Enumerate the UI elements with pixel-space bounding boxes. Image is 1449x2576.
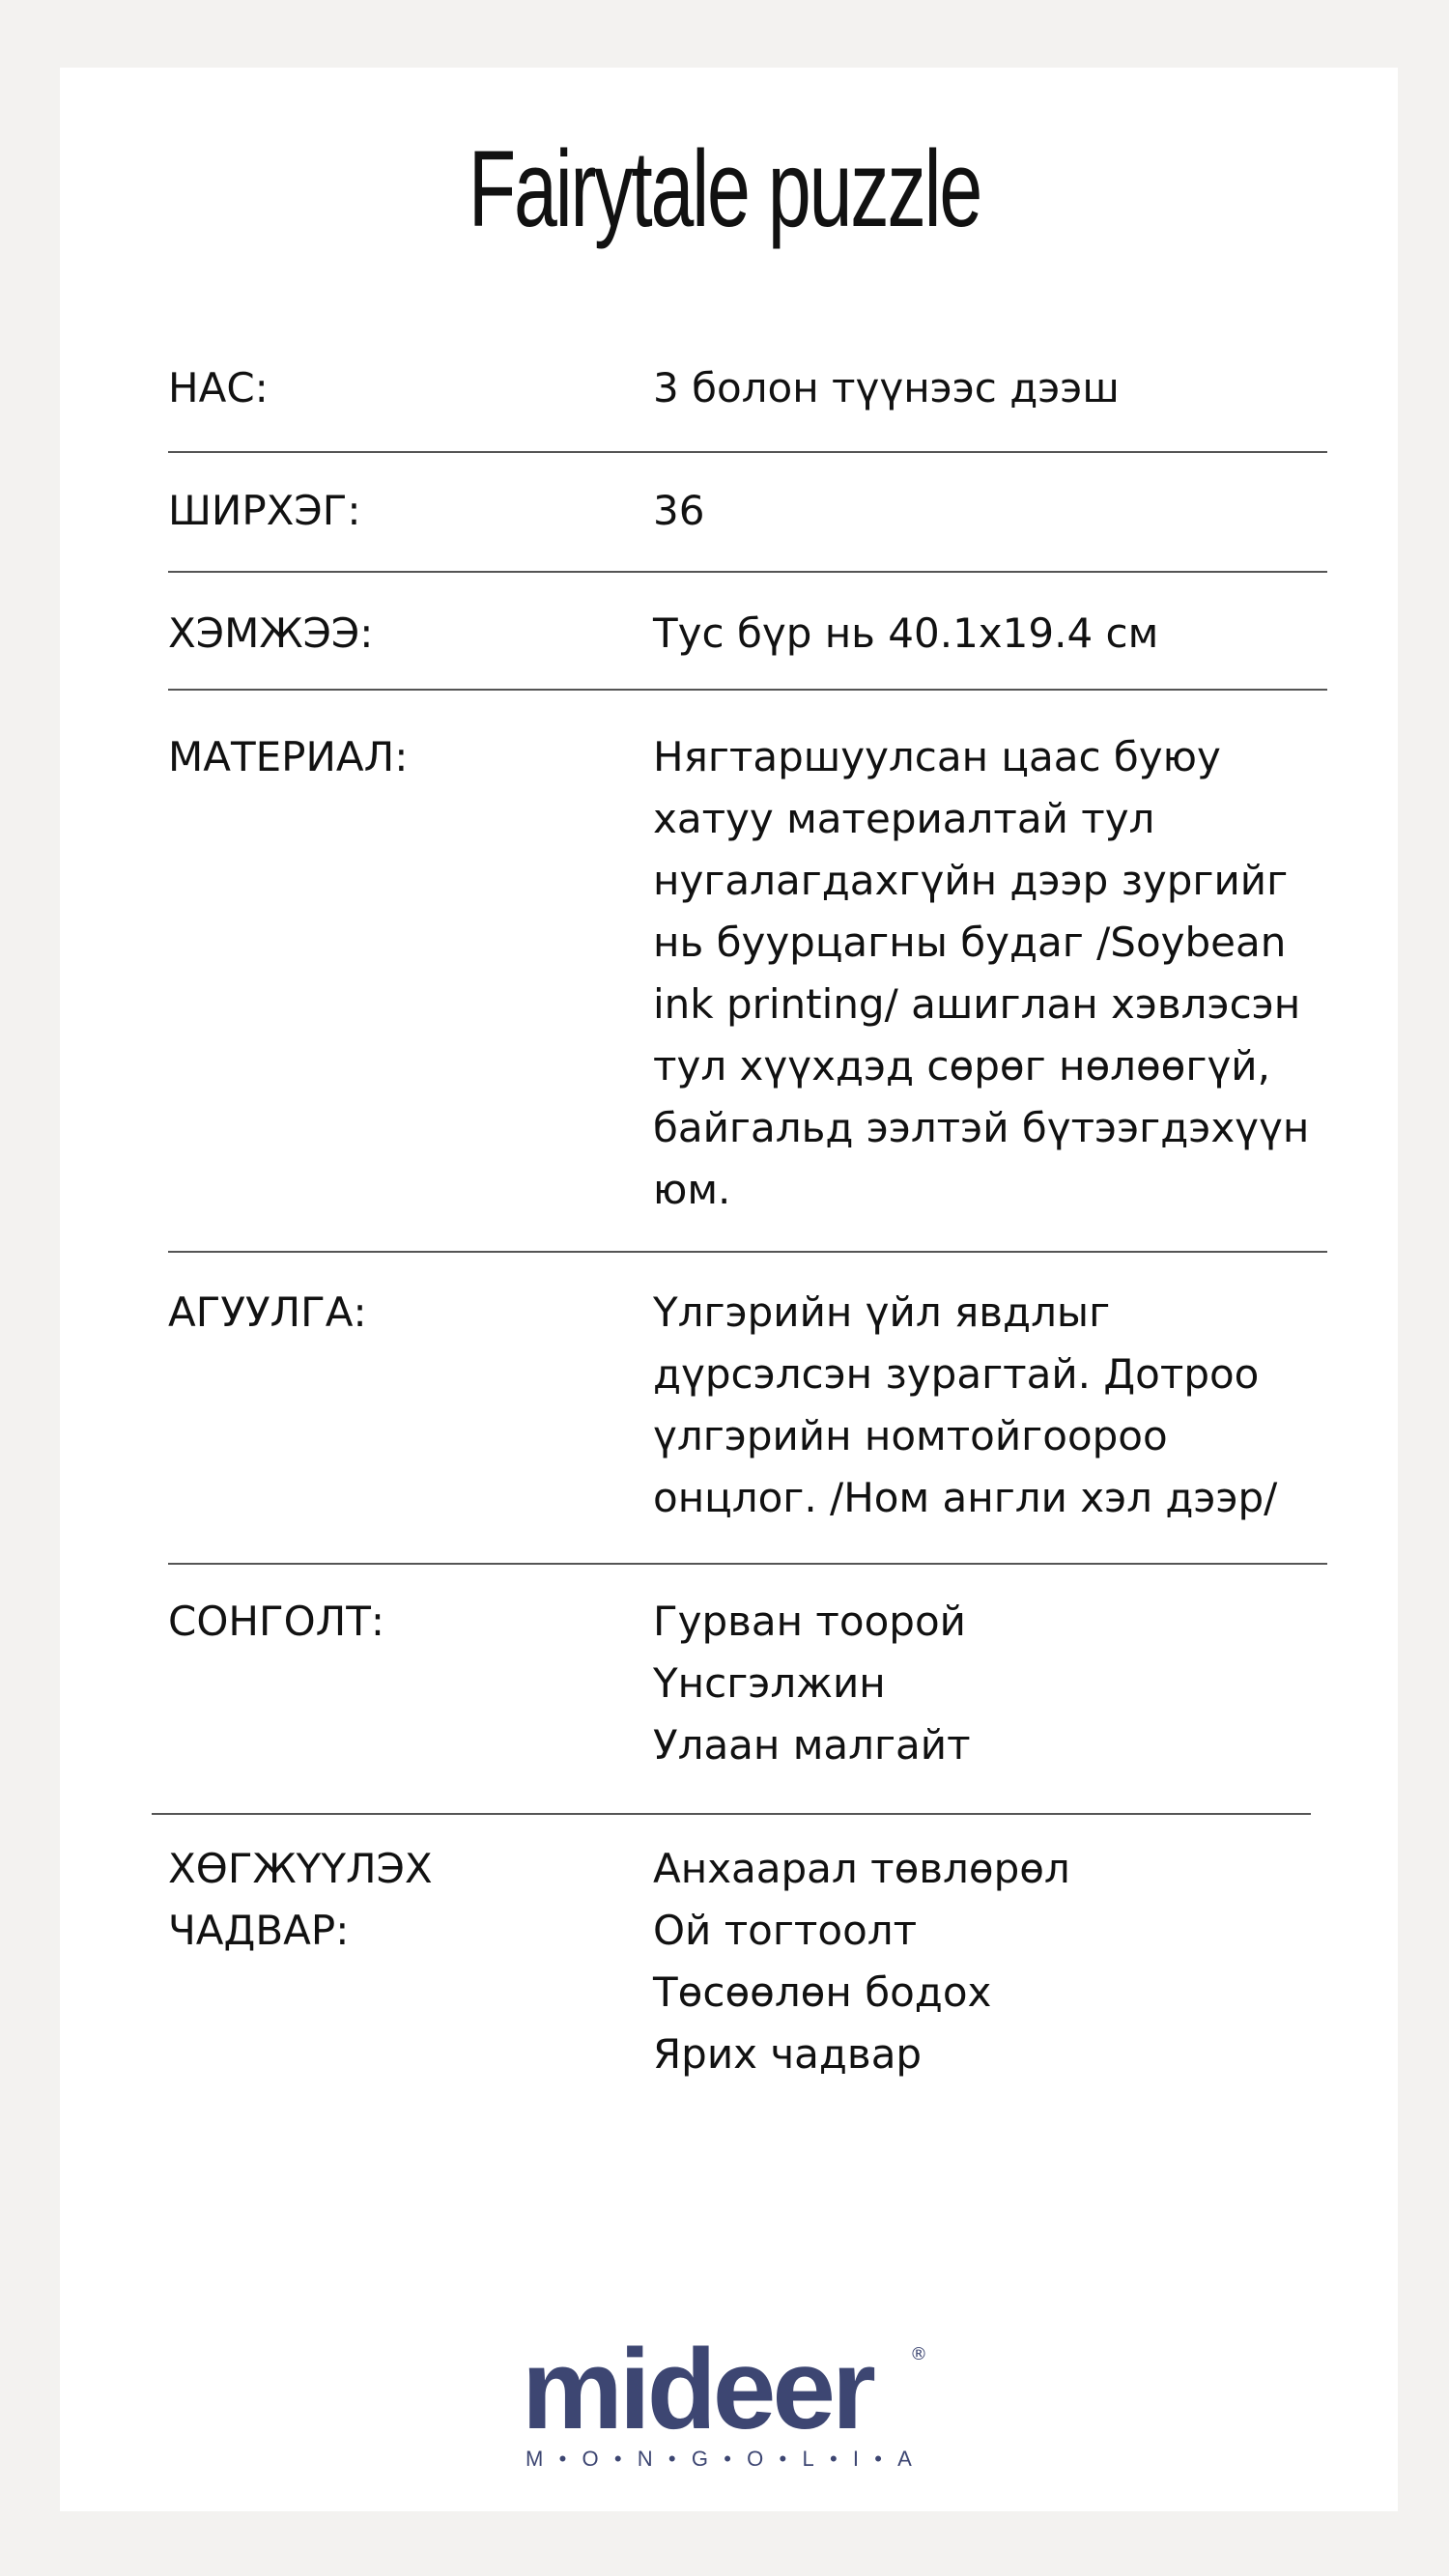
- logo-country: [526, 2447, 912, 2472]
- logo-country-dot: •: [613, 2447, 622, 2471]
- spec-value-line: ink printing/ ашиглан хэвлэсэн: [653, 980, 1301, 1028]
- logo-country-letter: L: [802, 2447, 814, 2471]
- spec-value-line: 36: [653, 487, 705, 534]
- spec-value-line: Ярих чадвар: [653, 2030, 923, 2078]
- logo-country-letter: N: [637, 2447, 653, 2471]
- spec-value-line: үлгэрийн номтойгоороо: [653, 1412, 1168, 1459]
- mideer-logo: [522, 2326, 937, 2477]
- spec-value: [653, 603, 1329, 665]
- row-divider: [168, 1563, 1327, 1565]
- logo-country-dot: •: [724, 2447, 731, 2471]
- spec-value-line: юм.: [653, 1166, 731, 1213]
- spec-value-line: Улаан малгайт: [653, 1721, 971, 1769]
- logo-country-letter: I: [852, 2447, 859, 2471]
- logo-country-dot: •: [668, 2447, 676, 2471]
- spec-value-line: дүрсэлсэн зурагтай. Дотроо: [653, 1350, 1260, 1398]
- spec-value: [653, 726, 1329, 1221]
- spec-value: [653, 1591, 1329, 1776]
- spec-label: СОНГОЛТ:: [168, 1598, 385, 1645]
- logo-country-dot: •: [779, 2447, 787, 2471]
- row-divider: [168, 451, 1327, 453]
- spec-label: НАС:: [168, 364, 269, 411]
- spec-value-line: Төсөөлөн бодох: [653, 1968, 992, 2016]
- row-divider: [168, 1251, 1327, 1253]
- spec-value-line: Анхаарал төвлөрөл: [653, 1845, 1070, 1892]
- spec-label: АГУУЛГА:: [168, 1288, 367, 1336]
- spec-value-line: онцлог. /Ном англи хэл дээр/: [653, 1474, 1278, 1521]
- spec-value-line: Нягтаршуулсан цаас буюу: [653, 733, 1221, 780]
- row-divider: [168, 571, 1327, 573]
- logo-country-letter: A: [897, 2447, 912, 2471]
- spec-value-line: Үлгэрийн үйл явдлыг: [653, 1288, 1111, 1336]
- spec-label: ШИРХЭГ:: [168, 487, 361, 534]
- spec-label: МАТЕРИАЛ:: [168, 733, 409, 780]
- spec-label: ХӨГЖҮҮЛЭХ ЧАДВАР:: [168, 1845, 433, 1954]
- spec-value: [653, 357, 1329, 419]
- spec-value-line: байгальд ээлтэй бүтээгдэхүүн: [653, 1104, 1310, 1151]
- spec-value-line: 3 болон түүнээс дээш: [653, 364, 1120, 411]
- spec-value-line: Гурван тоорой: [653, 1598, 966, 1645]
- spec-value-line: хатуу материалтай тул: [653, 795, 1155, 842]
- spec-value: [653, 1838, 1329, 2085]
- logo-country-dot: •: [874, 2447, 882, 2471]
- spec-value-line: Ой тогтоолт: [653, 1907, 918, 1954]
- spec-value: [653, 480, 1329, 542]
- logo-wordmark: mideer: [522, 2326, 872, 2453]
- logo-country-dot: •: [829, 2447, 838, 2471]
- logo-country-letter: M: [526, 2447, 544, 2471]
- logo-country-dot: •: [558, 2447, 567, 2471]
- logo-country-letter: G: [691, 2447, 708, 2471]
- spec-value-line: Үнсгэлжин: [653, 1659, 886, 1707]
- registered-mark: ®: [910, 2344, 927, 2364]
- logo-country-letter: O: [747, 2447, 764, 2471]
- row-divider: [152, 1813, 1311, 1815]
- logo-country-letter: O: [582, 2447, 599, 2471]
- spec-value: [653, 1282, 1329, 1529]
- spec-value-line: нь буурцагны будаг /Soybean: [653, 919, 1287, 966]
- spec-value-line: Тус бүр нь 40.1x19.4 см: [653, 609, 1159, 657]
- spec-label: ХЭМЖЭЭ:: [168, 609, 374, 657]
- page-title: Fairytale puzzle: [468, 128, 981, 249]
- spec-value-line: тул хүүхдэд сөрөг нөлөөгүй,: [653, 1042, 1270, 1090]
- row-divider: [168, 689, 1327, 691]
- spec-value-line: нугалагдахгүйн дээр зургийг: [653, 857, 1289, 904]
